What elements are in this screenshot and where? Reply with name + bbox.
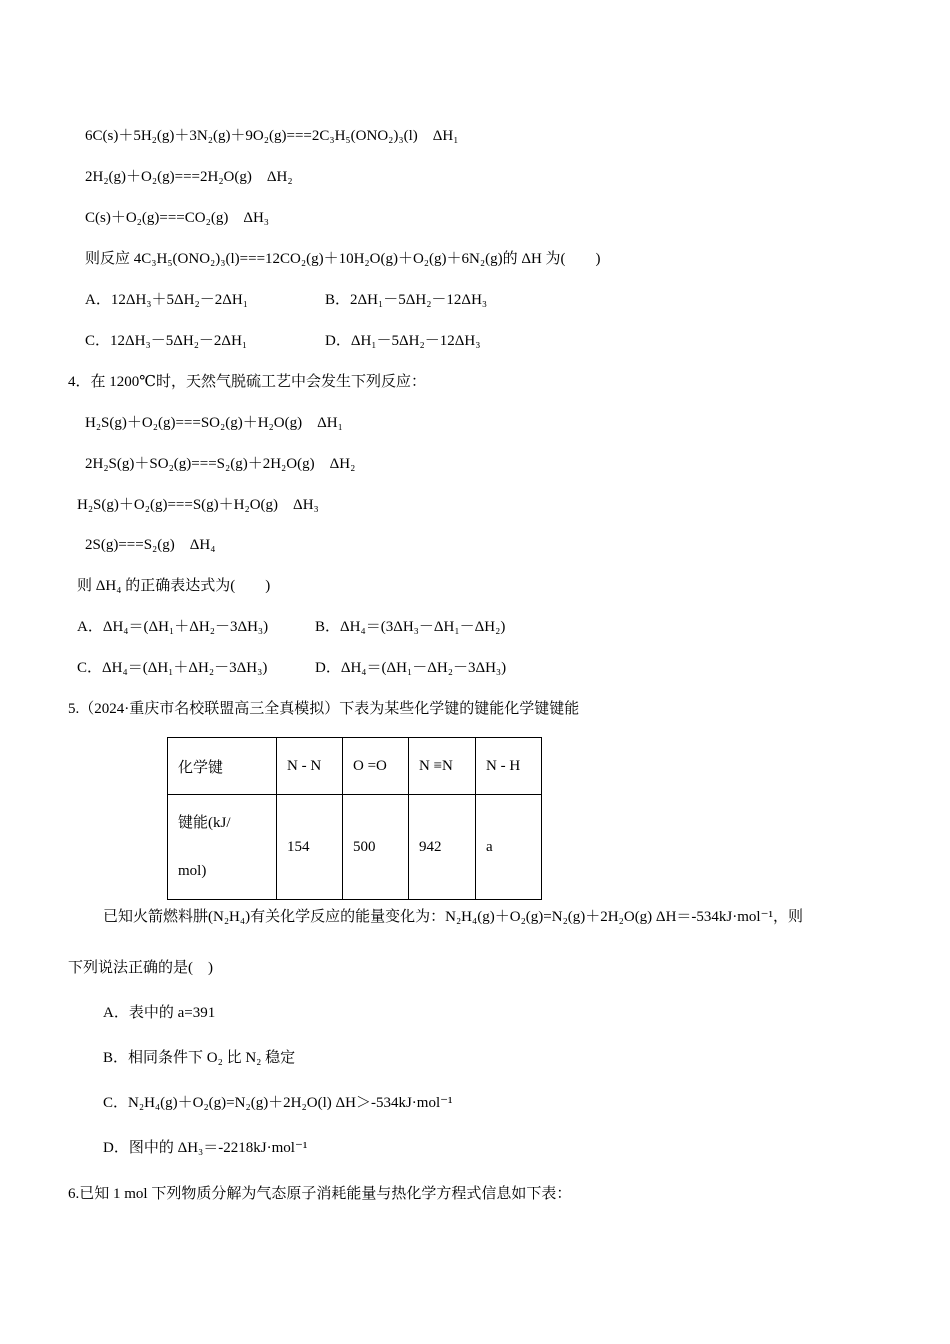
q3-equation-3: C(s)＋O₂(g)===CO₂(g) ΔH₃ bbox=[85, 210, 270, 226]
q5-title: 5.（2024·重庆市名校联盟高三全真模拟）下表为某些化学键的键能化学键键能 bbox=[68, 701, 580, 717]
q5-stem-line-2: 下列说法正确的是( ) bbox=[68, 960, 213, 976]
q3-option-b: B．2ΔH₁－5ΔH₂－12ΔH₃ bbox=[325, 292, 488, 308]
q3-equation-1: 6C(s)＋5H₂(g)＋3N₂(g)＋9O₂(g)===2C₃H₅(ONO₂)₃(l) ΔH₁ bbox=[85, 128, 459, 144]
q5-option-b: B．相同条件下 O₂ 比 N₂ 稳定 bbox=[103, 1050, 296, 1066]
table-header-row bbox=[168, 738, 542, 795]
q4-equation-2: 2H₂S(g)＋SO₂(g)===S₂(g)＋2H₂O(g) ΔH₂ bbox=[85, 456, 356, 472]
table-header-cell: 化学键 bbox=[168, 738, 277, 795]
table-row-label bbox=[168, 795, 277, 900]
table-cell: a bbox=[476, 795, 542, 900]
q4-stem: 则 ΔH₄ 的正确表达式为( ) bbox=[77, 578, 271, 594]
bond-energy-table bbox=[167, 737, 542, 900]
q3-option-a: A．12ΔH₃＋5ΔH₂－2ΔH₁ bbox=[85, 292, 248, 308]
q3-option-d: D．ΔH₁－5ΔH₂－12ΔH₃ bbox=[325, 333, 481, 349]
table-header-cell: N - H bbox=[476, 738, 542, 795]
q5-option-d: D．图中的 ΔH₃＝-2218kJ·mol⁻¹ bbox=[103, 1140, 308, 1156]
q3-equation-2: 2H₂(g)＋O₂(g)===2H₂O(g) ΔH₂ bbox=[85, 169, 293, 185]
q4-option-a: A．ΔH₄＝(ΔH₁＋ΔH₂－3ΔH₃) bbox=[77, 619, 269, 635]
table-label-line: 键能(kJ/ bbox=[178, 815, 231, 831]
table-header-cell: O =O bbox=[343, 738, 409, 795]
table-header-cell: N - N bbox=[277, 738, 343, 795]
table-cell: 154 bbox=[277, 795, 343, 900]
q3-option-c: C．12ΔH₃－5ΔH₂－2ΔH₁ bbox=[85, 333, 248, 349]
q5-option-c: C．N₂H₄(g)＋O₂(g)=N₂(g)＋2H₂O(l) ΔH＞-534kJ·mol⁻¹ bbox=[103, 1095, 453, 1111]
q4-equation-3: H₂S(g)＋O₂(g)===S(g)＋H₂O(g) ΔH₃ bbox=[77, 497, 319, 513]
table-label-line: mol) bbox=[178, 863, 207, 879]
q4-equation-1: H₂S(g)＋O₂(g)===SO₂(g)＋H₂O(g) ΔH₁ bbox=[85, 415, 343, 431]
table-header-cell: N ≡N bbox=[409, 738, 476, 795]
q4-title: 4．在 1200℃时，天然气脱硫工艺中会发生下列反应： bbox=[68, 374, 427, 390]
q4-option-b: B．ΔH₄＝(3ΔH₃－ΔH₁－ΔH₂) bbox=[315, 619, 506, 635]
table-cell: 500 bbox=[343, 795, 409, 900]
q6-title: 6.已知 1 mol 下列物质分解为气态原子消耗能量与热化学方程式信息如下表： bbox=[68, 1186, 572, 1202]
q3-stem: 则反应 4C₃H₅(ONO₂)₃(l)===12CO₂(g)＋10H₂O(g)＋O₂(g)＋6N₂(g)的 ΔH 为( ) bbox=[85, 251, 601, 267]
table-row bbox=[168, 795, 542, 900]
q5-stem-line-1: 已知火箭燃料肼(N₂H₄)有关化学反应的能量变化为：N₂H₄(g)＋O₂(g)=N₂(g)＋2H₂O(g) ΔH＝-534kJ·mol⁻¹，则 bbox=[103, 909, 803, 925]
q4-option-d: D．ΔH₄＝(ΔH₁－ΔH₂－3ΔH₃) bbox=[315, 660, 507, 676]
q5-option-a: A．表中的 a=391 bbox=[103, 1005, 216, 1021]
q4-option-c: C．ΔH₄＝(ΔH₁＋ΔH₂－3ΔH₃) bbox=[77, 660, 268, 676]
table-cell: 942 bbox=[409, 795, 476, 900]
q4-equation-4: 2S(g)===S₂(g) ΔH₄ bbox=[85, 537, 216, 553]
